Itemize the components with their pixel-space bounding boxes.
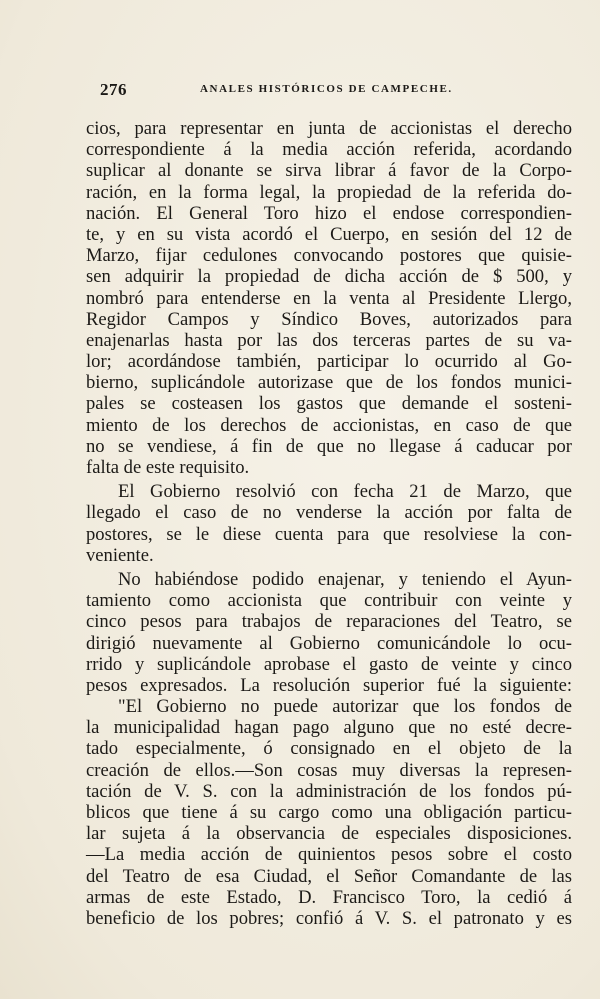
text-line: dirigió nuevamente al Gobierno comunicándole lo ocu- [86, 632, 572, 654]
text-line: la municipalidad hagan pago alguno que no esté decre- [86, 717, 572, 739]
text-line: ración, en la forma legal, la propiedad de la referida do- [86, 181, 572, 203]
text-line: rrido y suplicándole aprobase el gasto de veinte y cinco [86, 653, 572, 675]
paragraph [86, 569, 572, 929]
text-line: miento de los derechos de accionistas, en caso de que [86, 414, 572, 436]
text-line: creación de ellos.—Son cosas muy diversas la represen- [86, 759, 572, 781]
text-line: veniente. [86, 544, 154, 566]
text-line: Regidor Campos y Síndico Boves, autorizados para [86, 308, 572, 330]
page-header [100, 80, 520, 102]
text-line: armas de este Estado, D. Francisco Toro, la cedió á [86, 886, 572, 908]
page-number: 276 [100, 80, 127, 99]
text-line: nación. El General Toro hizo el endose correspondien- [86, 202, 572, 224]
running-head: ANALES HISTÓRICOS DE CAMPECHE. [200, 83, 453, 95]
text-line: postores, se le diese cuenta para que resolviese la con- [86, 523, 572, 545]
text-line: El Gobierno resolvió con fecha 21 de Marzo, que [118, 481, 572, 503]
text-line: tado especialmente, ó consignado en el objeto de la [86, 738, 572, 760]
text-line: del Teatro de esa Ciudad, el Señor Comandante de las [86, 865, 572, 887]
text-line: pales se costeasen los gastos que demande el sosteni- [86, 393, 572, 415]
text-line: no se vendiese, á fin de que no llegase á caducar por [86, 435, 572, 457]
paragraph [86, 118, 572, 478]
text-line: lar sujeta á la observancia de especiales disposiciones. [86, 823, 572, 845]
text-line: nombró para entenderse en la venta al Presidente Llergo, [86, 287, 572, 309]
text-line: cios, para representar en junta de accionistas el derecho [86, 118, 572, 139]
text-line: beneficio de los pobres; confió á V. S. el patronato y es [86, 907, 572, 929]
text-line: correspondiente á la media acción referida, acordando [86, 139, 572, 161]
text-line: blicos que tiene á su cargo como una obligación particu- [86, 802, 572, 823]
text-line: "El Gobierno no puede autorizar que los fondos de [118, 696, 572, 718]
text-line: tamiento como accionista que contribuir con veinte y [86, 590, 572, 612]
paragraph [86, 481, 572, 566]
text-line: No habiéndose podido enajenar, y teniendo el Ayun- [118, 568, 572, 590]
text-line: sen adquirir la propiedad de dicha acción de $ 500, y [86, 266, 572, 288]
text-line: —La media acción de quinientos pesos sobre el costo [86, 844, 572, 866]
text-line: llegado el caso de no venderse la acción por falta de [86, 502, 572, 524]
text-line: te, y en su vista acordó el Cuerpo, en sesión del 12 de [86, 223, 572, 245]
text-line: lor; acordándose también, participar lo ocurrido al Go- [86, 351, 572, 373]
text-line: suplicar al donante se sirva librar á favor de la Corpo- [86, 160, 572, 182]
text-line: tación de V. S. con la administración de los fondos pú- [86, 780, 572, 802]
text-line: falta de este requisito. [86, 457, 250, 478]
text-line: cinco pesos para trabajos de reparaciones del Teatro, se [86, 611, 572, 633]
body-text [86, 118, 572, 929]
text-line: pesos expresados. La resolución superior fué la siguiente: [86, 674, 572, 696]
text-line: bierno, suplicándole autorizase que de los fondos munici- [86, 372, 572, 394]
text-line: enajenarlas hasta por las dos terceras partes de su va- [86, 329, 572, 351]
text-line: Marzo, fijar cedulones convocando postores que quisie- [86, 245, 572, 267]
